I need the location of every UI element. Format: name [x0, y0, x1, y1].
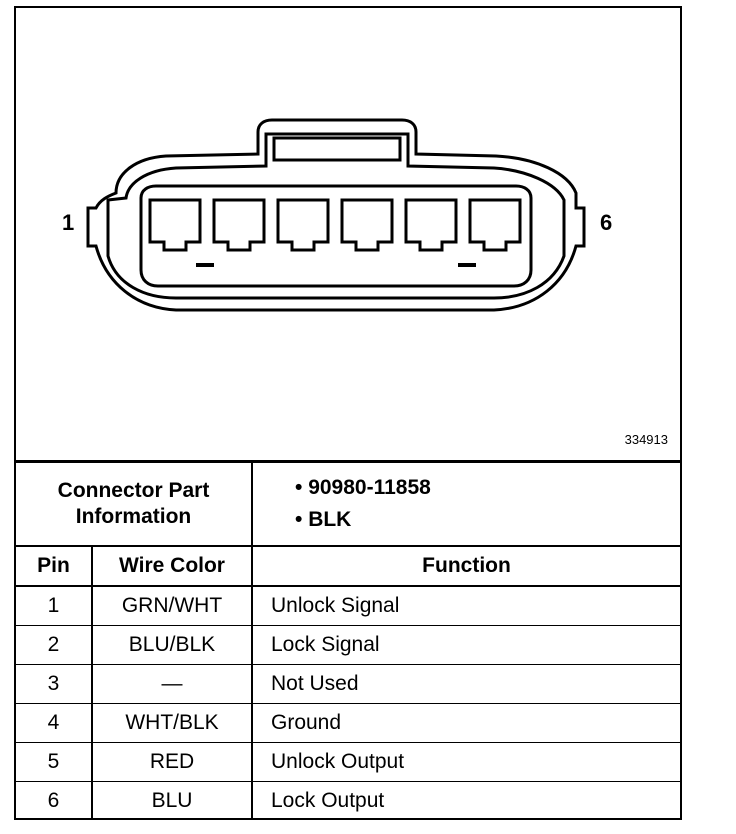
terminal-cavity-3: [278, 200, 328, 250]
part-number: 90980-11858: [308, 476, 431, 499]
pin-6-label: 6: [600, 210, 613, 235]
table-row: [16, 665, 680, 704]
pin-cell: 1: [16, 586, 92, 626]
connector-face-drawing: [16, 8, 680, 458]
function-cell: Lock Output: [252, 782, 680, 821]
pin-cell: 6: [16, 782, 92, 821]
function-cell: Unlock Output: [252, 743, 680, 782]
table-row: [16, 743, 680, 782]
table-row: [16, 704, 680, 743]
terminal-cavity-4: [342, 200, 392, 250]
document-frame: [14, 6, 682, 820]
table-row: [16, 586, 680, 626]
pin-cell: 3: [16, 665, 92, 704]
function-cell: Unlock Signal: [252, 586, 680, 626]
pin-cell: 4: [16, 704, 92, 743]
terminal-cavity-2: [214, 200, 264, 250]
terminal-cavity-1: [150, 200, 200, 250]
part-number-item: • 90980-11858: [295, 476, 431, 499]
terminal-cavity-5: [406, 200, 456, 250]
pin-1-label: 1: [62, 210, 75, 235]
function-cell: Not Used: [252, 665, 680, 704]
table-row: [16, 782, 680, 821]
connector-color-item: • BLK: [295, 508, 352, 531]
connector-color: BLK: [308, 508, 352, 531]
pin-cell: 2: [16, 626, 92, 665]
connector-pinout-table: [16, 460, 680, 820]
connector-part-info-label: Connector Part Information: [16, 462, 252, 547]
key-mark-left: [196, 263, 214, 267]
wire-color-cell: RED: [92, 743, 252, 782]
connector-diagram: [16, 8, 680, 458]
terminal-cavity-6: [470, 200, 520, 250]
function-cell: Ground: [252, 704, 680, 743]
wire-color-cell: —: [92, 665, 252, 704]
wire-color-cell: BLU: [92, 782, 252, 821]
terminal-cavities: [150, 200, 520, 250]
wire-color-cell: BLU/BLK: [92, 626, 252, 665]
header-pin: Pin: [16, 546, 92, 586]
wire-color-cell: GRN/WHT: [92, 586, 252, 626]
header-wire-color: Wire Color: [92, 546, 252, 586]
connector-latch: [274, 138, 400, 160]
connector-housing-outline: [88, 120, 584, 310]
wire-color-cell: WHT/BLK: [92, 704, 252, 743]
key-mark-right: [458, 263, 476, 267]
pin-cell: 5: [16, 743, 92, 782]
connector-part-info-values: [252, 462, 680, 547]
figure-number: 334913: [624, 432, 668, 447]
function-cell: Lock Signal: [252, 626, 680, 665]
table-row: [16, 626, 680, 665]
header-function: Function: [252, 546, 680, 586]
